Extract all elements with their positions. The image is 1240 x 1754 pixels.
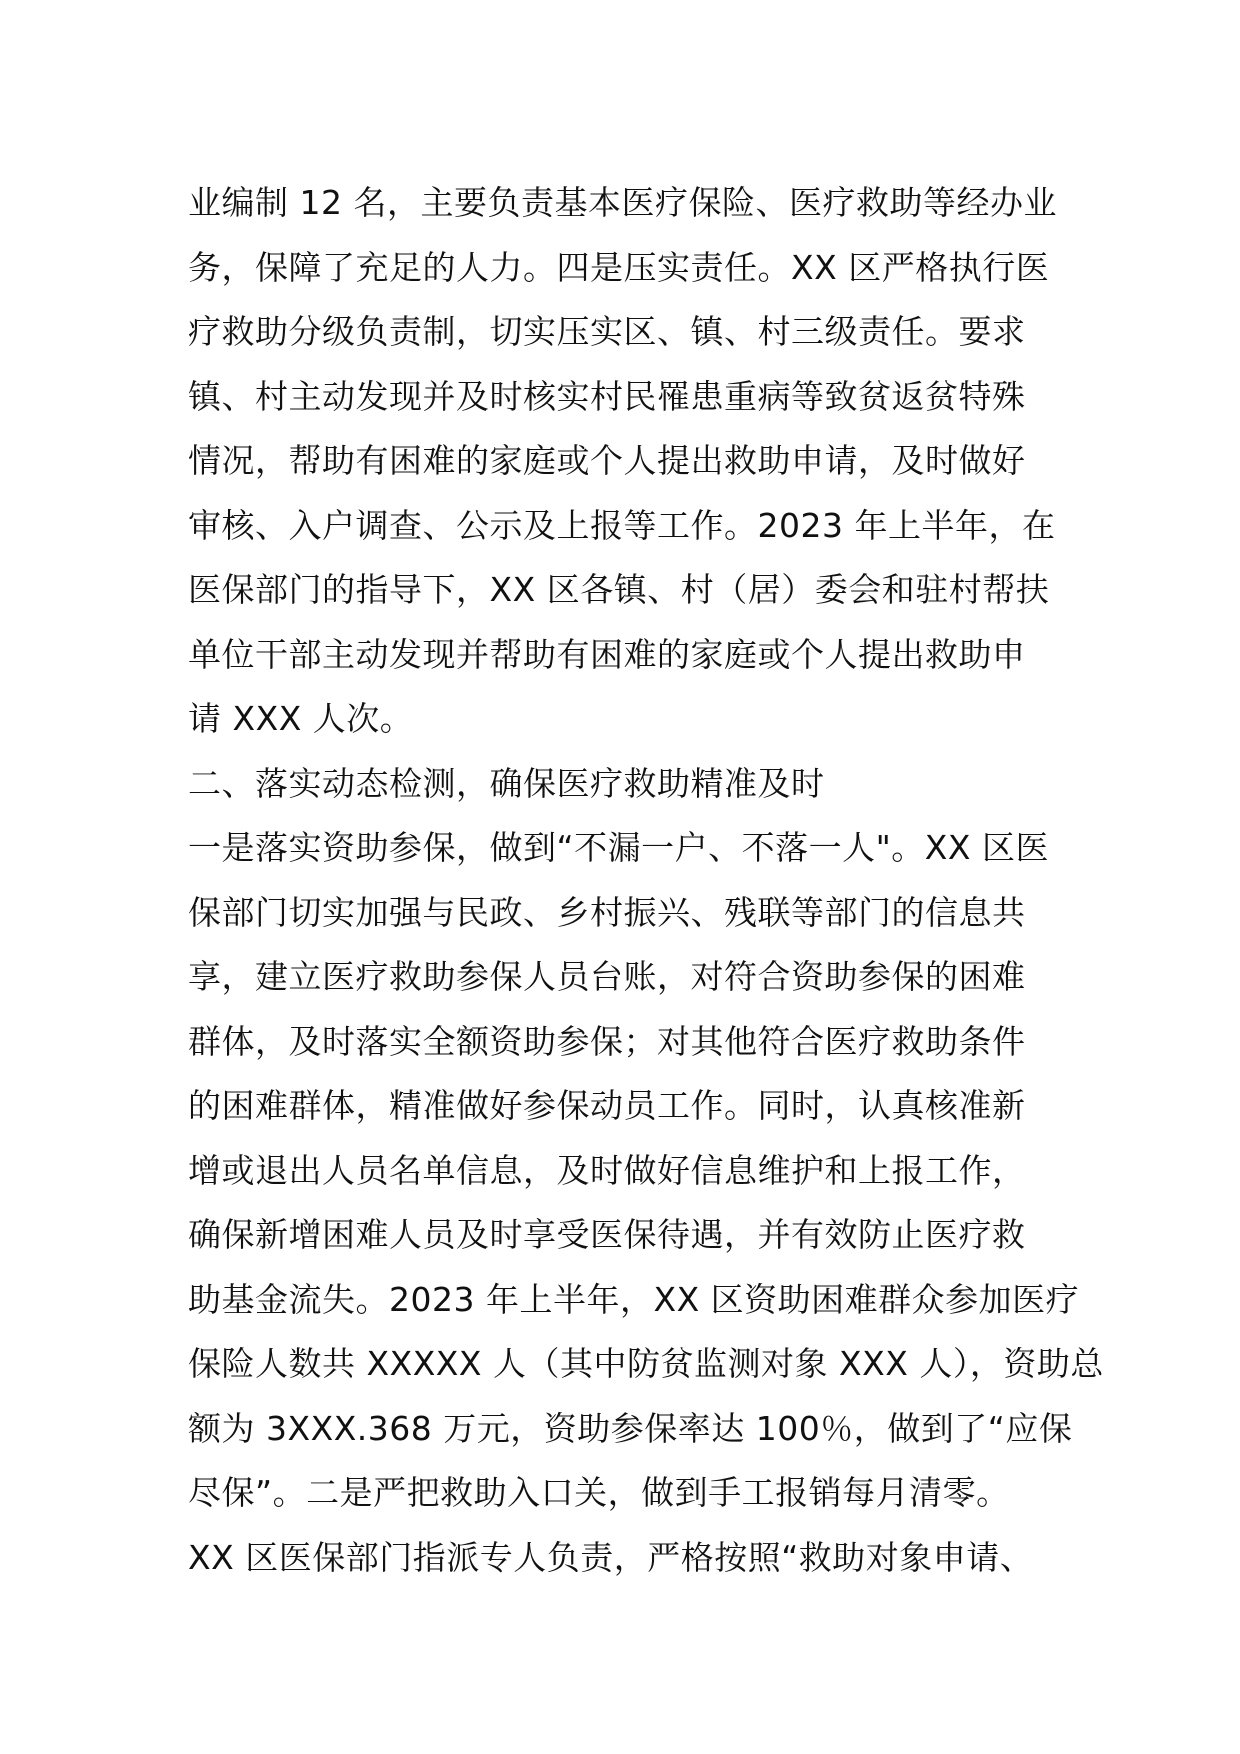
text-line: 确保新增困难人员及时享受医保待遇，并有效防止医疗救 <box>188 1215 1026 1254</box>
text-line: 增或退出人员名单信息，及时做好信息维护和上报工作， <box>188 1150 1026 1190</box>
text-line: 一是落实资助参保，做到“不漏一户、不落一人"。XX 区医 <box>188 828 1049 867</box>
text-line: 业编制 12 名，主要负责基本医疗保险、医疗救助等经办业 <box>188 183 1057 222</box>
text-line: 额为 3XXX.368 万元，资助参保率达 100％，做到了“应保 <box>188 1408 1073 1448</box>
text-line: XX 区医保部门指派专人负责，严格按照“救助对象申请、 <box>188 1537 1034 1577</box>
text-line: 务，保障了充足的人力。四是压实责任。XX 区严格执行医 <box>188 247 1050 287</box>
text-line: 保险人数共 XXXXX 人（其中防贫监测对象 XXX 人），资助总 <box>188 1344 1104 1383</box>
text-line: 请 XXX 人次。 <box>188 699 414 738</box>
text-line: 镇、村主动发现并及时核实村民罹患重病等致贫返贫特殊 <box>188 376 1026 416</box>
text-line: 疗救助分级负责制，切实压实区、镇、村三级责任。要求 <box>188 312 1026 351</box>
text-line: 保部门切实加强与民政、乡村振兴、残联等部门的信息共 <box>188 892 1026 932</box>
text-line: 情况，帮助有困难的家庭或个人提出救助申请，及时做好 <box>188 441 1026 480</box>
text-line: 享，建立医疗救助参保人员台账，对符合资助参保的困难 <box>188 957 1026 996</box>
text-line: 的困难群体，精准做好参保动员工作。同时，认真核准新 <box>188 1086 1026 1125</box>
section-heading: 二、落实动态检测，确保医疗救助精准及时 <box>188 763 825 803</box>
text-line: 尽保”。二是严把救助入口关，做到手工报销每月清零。 <box>188 1473 1010 1512</box>
text-line: 助基金流失。2023 年上半年，XX 区资助困难群众参加医疗 <box>188 1279 1080 1319</box>
text-line: 单位干部主动发现并帮助有困难的家庭或个人提出救助申 <box>188 634 1026 674</box>
text-line: 医保部门的指导下，XX 区各镇、村（居）委会和驻村帮扶 <box>188 570 1050 609</box>
body-text <box>188 171 1104 1590</box>
text-line: 审核、入户调查、公示及上报等工作。2023 年上半年，在 <box>188 505 1056 545</box>
text-line: 群体，及时落实全额资助参保；对其他符合医疗救助条件 <box>188 1021 1026 1061</box>
